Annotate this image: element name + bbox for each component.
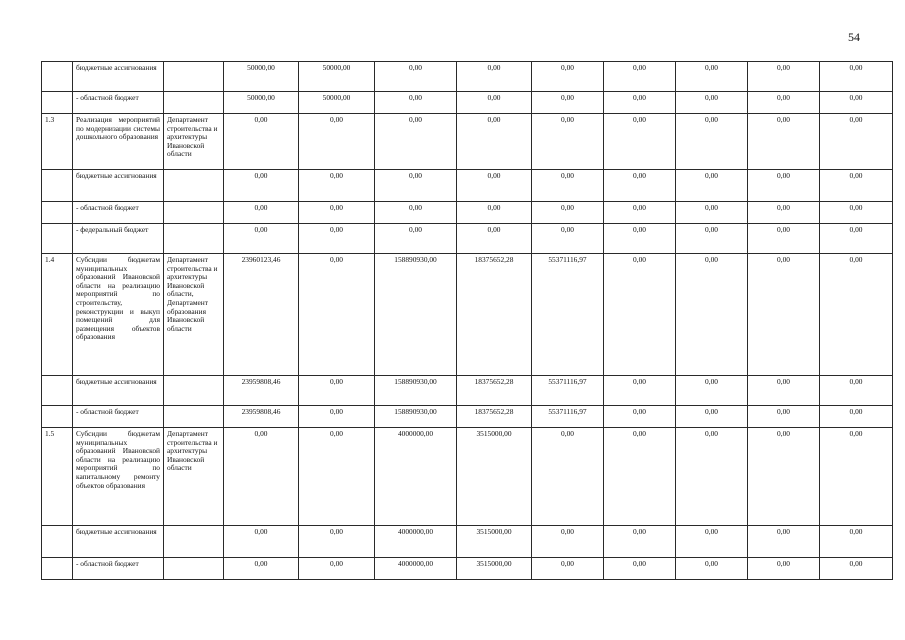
row-value-cell: 0,00	[604, 558, 676, 580]
row-value-cell: 0,00	[676, 224, 748, 254]
row-value-cell: 0,00	[604, 202, 676, 224]
row-value-cell: 0,00	[457, 224, 532, 254]
row-value-cell: 55371116,97	[532, 254, 604, 376]
row-value-cell: 0,00	[748, 202, 820, 224]
row-value-cell: 0,00	[676, 202, 748, 224]
row-value-cell: 0,00	[748, 62, 820, 92]
row-value-cell: 0,00	[748, 406, 820, 428]
row-value-cell: 0,00	[676, 406, 748, 428]
row-value-cell: 0,00	[820, 406, 893, 428]
row-value-cell: 0,00	[299, 202, 375, 224]
table-row	[42, 406, 893, 428]
row-value-cell: 0,00	[532, 202, 604, 224]
row-value-cell: 4000000,00	[375, 558, 457, 580]
row-value-cell: 0,00	[375, 92, 457, 114]
table-row	[42, 170, 893, 202]
row-value-cell: 0,00	[604, 406, 676, 428]
row-value-cell: 0,00	[820, 170, 893, 202]
row-value-cell: 0,00	[604, 114, 676, 170]
row-value-cell: 3515000,00	[457, 526, 532, 558]
row-value-cell: 0,00	[748, 170, 820, 202]
row-value-cell: 0,00	[299, 114, 375, 170]
row-responsible-cell: Департамент строительства и архитектуры Ивановской области	[164, 428, 224, 526]
row-responsible-cell	[164, 406, 224, 428]
row-value-cell: 0,00	[224, 202, 299, 224]
table-row	[42, 376, 893, 406]
row-value-cell: 0,00	[676, 428, 748, 526]
row-code-cell	[42, 202, 73, 224]
row-value-cell: 0,00	[299, 254, 375, 376]
row-value-cell: 0,00	[532, 526, 604, 558]
row-name-cell: - областной бюджет	[73, 558, 164, 580]
row-value-cell: 0,00	[820, 428, 893, 526]
row-value-cell: 0,00	[457, 62, 532, 92]
row-code-cell	[42, 526, 73, 558]
row-value-cell: 0,00	[375, 62, 457, 92]
row-name-cell: - областной бюджет	[73, 92, 164, 114]
row-value-cell: 158890930,00	[375, 254, 457, 376]
row-value-cell: 0,00	[457, 92, 532, 114]
row-value-cell: 0,00	[820, 114, 893, 170]
row-value-cell: 18375652,28	[457, 254, 532, 376]
table-row	[42, 92, 893, 114]
row-name-cell: - федеральный бюджет	[73, 224, 164, 254]
table-row	[42, 224, 893, 254]
row-value-cell: 0,00	[820, 526, 893, 558]
row-value-cell: 0,00	[299, 526, 375, 558]
row-value-cell: 18375652,28	[457, 376, 532, 406]
table-row	[42, 254, 893, 376]
row-value-cell: 0,00	[457, 170, 532, 202]
row-responsible-cell	[164, 526, 224, 558]
row-value-cell: 0,00	[820, 224, 893, 254]
row-value-cell: 0,00	[224, 224, 299, 254]
row-name-cell: бюджетные ассигнования	[73, 170, 164, 202]
row-value-cell: 0,00	[604, 376, 676, 406]
row-value-cell: 0,00	[224, 170, 299, 202]
row-responsible-cell	[164, 558, 224, 580]
row-value-cell: 0,00	[748, 558, 820, 580]
row-value-cell: 0,00	[676, 526, 748, 558]
row-value-cell: 23959808,46	[224, 376, 299, 406]
table-row	[42, 558, 893, 580]
row-responsible-cell	[164, 92, 224, 114]
row-code-cell	[42, 376, 73, 406]
row-value-cell: 0,00	[532, 428, 604, 526]
row-value-cell: 0,00	[676, 114, 748, 170]
row-value-cell: 0,00	[532, 92, 604, 114]
row-name-cell: - областной бюджет	[73, 406, 164, 428]
row-value-cell: 50000,00	[224, 92, 299, 114]
row-value-cell: 0,00	[299, 428, 375, 526]
row-value-cell: 55371116,97	[532, 376, 604, 406]
row-value-cell: 0,00	[604, 526, 676, 558]
row-value-cell: 0,00	[748, 224, 820, 254]
row-value-cell: 0,00	[457, 202, 532, 224]
row-responsible-cell: Департамент строительства и архитектуры Ивановской области, Департамент образования Ивановской области	[164, 254, 224, 376]
row-value-cell: 0,00	[820, 92, 893, 114]
row-code-cell: 1.4	[42, 254, 73, 376]
row-responsible-cell	[164, 376, 224, 406]
row-value-cell: 0,00	[748, 254, 820, 376]
row-value-cell: 0,00	[604, 170, 676, 202]
row-value-cell: 0,00	[820, 558, 893, 580]
row-value-cell: 23960123,46	[224, 254, 299, 376]
row-value-cell: 0,00	[820, 376, 893, 406]
row-value-cell: 0,00	[748, 376, 820, 406]
row-value-cell: 0,00	[532, 62, 604, 92]
table-row	[42, 202, 893, 224]
row-value-cell: 0,00	[604, 254, 676, 376]
row-name-cell: Реализация мероприятий по модернизации системы дошкольного образования	[73, 114, 164, 170]
row-code-cell: 1.5	[42, 428, 73, 526]
row-code-cell: 1.3	[42, 114, 73, 170]
row-name-cell: бюджетные ассигнования	[73, 526, 164, 558]
row-value-cell: 0,00	[748, 526, 820, 558]
row-value-cell: 0,00	[299, 558, 375, 580]
row-value-cell: 0,00	[532, 224, 604, 254]
row-value-cell: 4000000,00	[375, 526, 457, 558]
row-value-cell: 23959808,46	[224, 406, 299, 428]
row-value-cell: 0,00	[748, 92, 820, 114]
row-value-cell: 0,00	[604, 428, 676, 526]
row-value-cell: 0,00	[299, 376, 375, 406]
row-code-cell	[42, 406, 73, 428]
row-value-cell: 50000,00	[299, 62, 375, 92]
row-value-cell: 0,00	[676, 558, 748, 580]
row-responsible-cell	[164, 224, 224, 254]
row-value-cell: 0,00	[748, 114, 820, 170]
row-value-cell: 0,00	[676, 254, 748, 376]
row-value-cell: 0,00	[224, 558, 299, 580]
row-value-cell: 158890930,00	[375, 406, 457, 428]
table-row	[42, 62, 893, 92]
row-value-cell: 0,00	[604, 92, 676, 114]
row-value-cell: 55371116,97	[532, 406, 604, 428]
row-value-cell: 0,00	[532, 170, 604, 202]
table-row	[42, 114, 893, 170]
row-responsible-cell: Департамент строительства и архитектуры Ивановской области	[164, 114, 224, 170]
row-value-cell: 0,00	[299, 170, 375, 202]
row-value-cell: 0,00	[676, 92, 748, 114]
table-row	[42, 526, 893, 558]
row-value-cell: 0,00	[375, 202, 457, 224]
row-value-cell: 0,00	[532, 558, 604, 580]
row-code-cell	[42, 558, 73, 580]
row-value-cell: 0,00	[676, 376, 748, 406]
row-name-cell: Субсидии бюджетам муниципальных образований Ивановской области на реализацию мероприятий по капитальному ремонту объектов образования	[73, 428, 164, 526]
row-name-cell: бюджетные ассигнования	[73, 376, 164, 406]
row-code-cell	[42, 224, 73, 254]
row-value-cell: 0,00	[299, 224, 375, 254]
row-value-cell: 0,00	[820, 254, 893, 376]
row-value-cell: 0,00	[375, 114, 457, 170]
row-value-cell: 0,00	[676, 170, 748, 202]
page-number: 54	[848, 30, 860, 44]
row-name-cell: - областной бюджет	[73, 202, 164, 224]
row-name-cell: бюджетные ассигнования	[73, 62, 164, 92]
row-value-cell: 3515000,00	[457, 558, 532, 580]
row-value-cell: 0,00	[820, 202, 893, 224]
row-value-cell: 0,00	[820, 62, 893, 92]
row-value-cell: 4000000,00	[375, 428, 457, 526]
row-value-cell: 0,00	[748, 428, 820, 526]
budget-table	[41, 61, 893, 580]
row-value-cell: 0,00	[299, 406, 375, 428]
row-value-cell: 158890930,00	[375, 376, 457, 406]
row-value-cell: 50000,00	[299, 92, 375, 114]
row-value-cell: 3515000,00	[457, 428, 532, 526]
row-responsible-cell	[164, 170, 224, 202]
row-responsible-cell	[164, 62, 224, 92]
row-code-cell	[42, 62, 73, 92]
row-value-cell: 0,00	[375, 224, 457, 254]
row-value-cell: 18375652,28	[457, 406, 532, 428]
row-value-cell: 0,00	[532, 114, 604, 170]
row-value-cell: 0,00	[224, 526, 299, 558]
row-code-cell	[42, 92, 73, 114]
row-value-cell: 0,00	[604, 224, 676, 254]
row-value-cell: 0,00	[457, 114, 532, 170]
table-body	[42, 62, 893, 580]
row-value-cell: 0,00	[224, 428, 299, 526]
table-row	[42, 428, 893, 526]
row-name-cell: Субсидии бюджетам муниципальных образований Ивановской области на реализацию мероприятий по строительству, реконструкции и выкуп помещений для размещения объектов образования	[73, 254, 164, 376]
row-value-cell: 0,00	[224, 114, 299, 170]
row-value-cell: 0,00	[676, 62, 748, 92]
row-value-cell: 50000,00	[224, 62, 299, 92]
row-value-cell: 0,00	[375, 170, 457, 202]
row-responsible-cell	[164, 202, 224, 224]
row-value-cell: 0,00	[604, 62, 676, 92]
row-code-cell	[42, 170, 73, 202]
